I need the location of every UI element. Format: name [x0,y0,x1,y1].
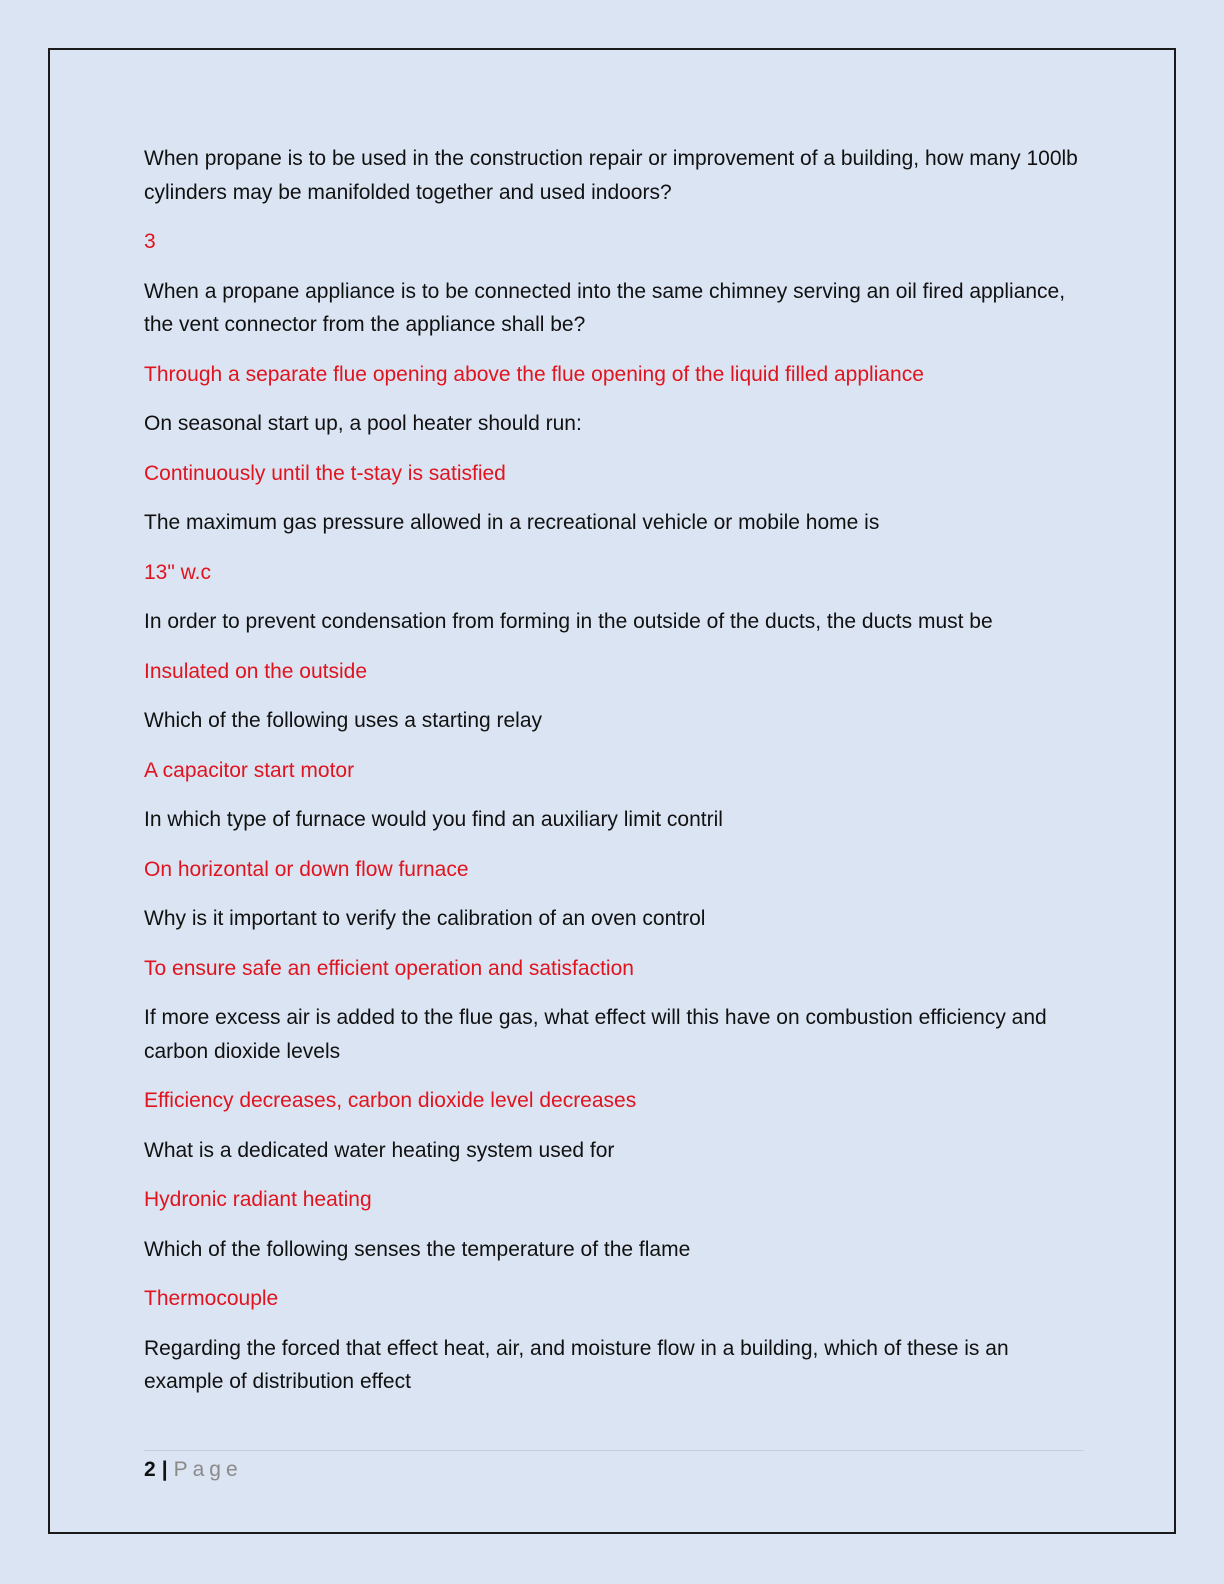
answer-8: To ensure safe an efficient operation and satisfaction [144,956,634,980]
question-11: Which of the following senses the temperature of the flame [144,1237,691,1261]
answer-6: A capacitor start motor [144,758,355,782]
question-7: In which type of furnace would you find an auxiliary limit contril [144,808,723,831]
document-body [144,142,1084,1415]
answer-3: Continuously until the t-stay is satisfied [144,461,506,485]
question-2: When a propane appliance is to be connected into the same chimney serving an oil fired appliance, the vent connector from the appliance shall be? [144,279,1066,336]
question-9: If more excess air is added to the flue gas, what effect will this have on combustion efficiency and carbon dioxide levels [144,1006,1047,1063]
page-label: Page [173,1458,243,1481]
answer-1: 3 [144,230,156,253]
answer-11: Thermocouple [144,1287,279,1310]
page-footer [144,1455,243,1485]
question-12: Regarding the forced that effect heat, air, and moisture flow in a building, which of these is an example of distribution effect [144,1336,1009,1393]
footer-divider [144,1450,1084,1451]
question-6: Which of the following uses a starting relay [144,709,543,732]
question-1: When propane is to be used in the construction repair or improvement of a building, how many 100lb cylinders may be manifolded together and used indoors? [144,147,1078,204]
answer-7: On horizontal or down flow furnace [144,857,469,881]
answer-5: Insulated on the outside [144,659,368,683]
question-3: On seasonal start up, a pool heater should run: [144,412,582,435]
question-8: Why is it important to verify the calibration of an oven control [144,907,706,930]
answer-10: Hydronic radiant heating [144,1188,372,1211]
question-5: In order to prevent condensation from forming in the outside of the ducts, the ducts must be [144,610,993,633]
page-number: 2 [144,1458,156,1481]
question-4: The maximum gas pressure allowed in a recreational vehicle or mobile home is [144,511,880,534]
answer-9: Efficiency decreases, carbon dioxide level decreases [144,1089,637,1112]
answer-4: 13" w.c [144,560,211,584]
question-10: What is a dedicated water heating system used for [144,1138,615,1162]
footer-separator: | [161,1458,168,1481]
answer-2: Through a separate flue opening above the flue opening of the liquid filled appliance [144,362,924,386]
